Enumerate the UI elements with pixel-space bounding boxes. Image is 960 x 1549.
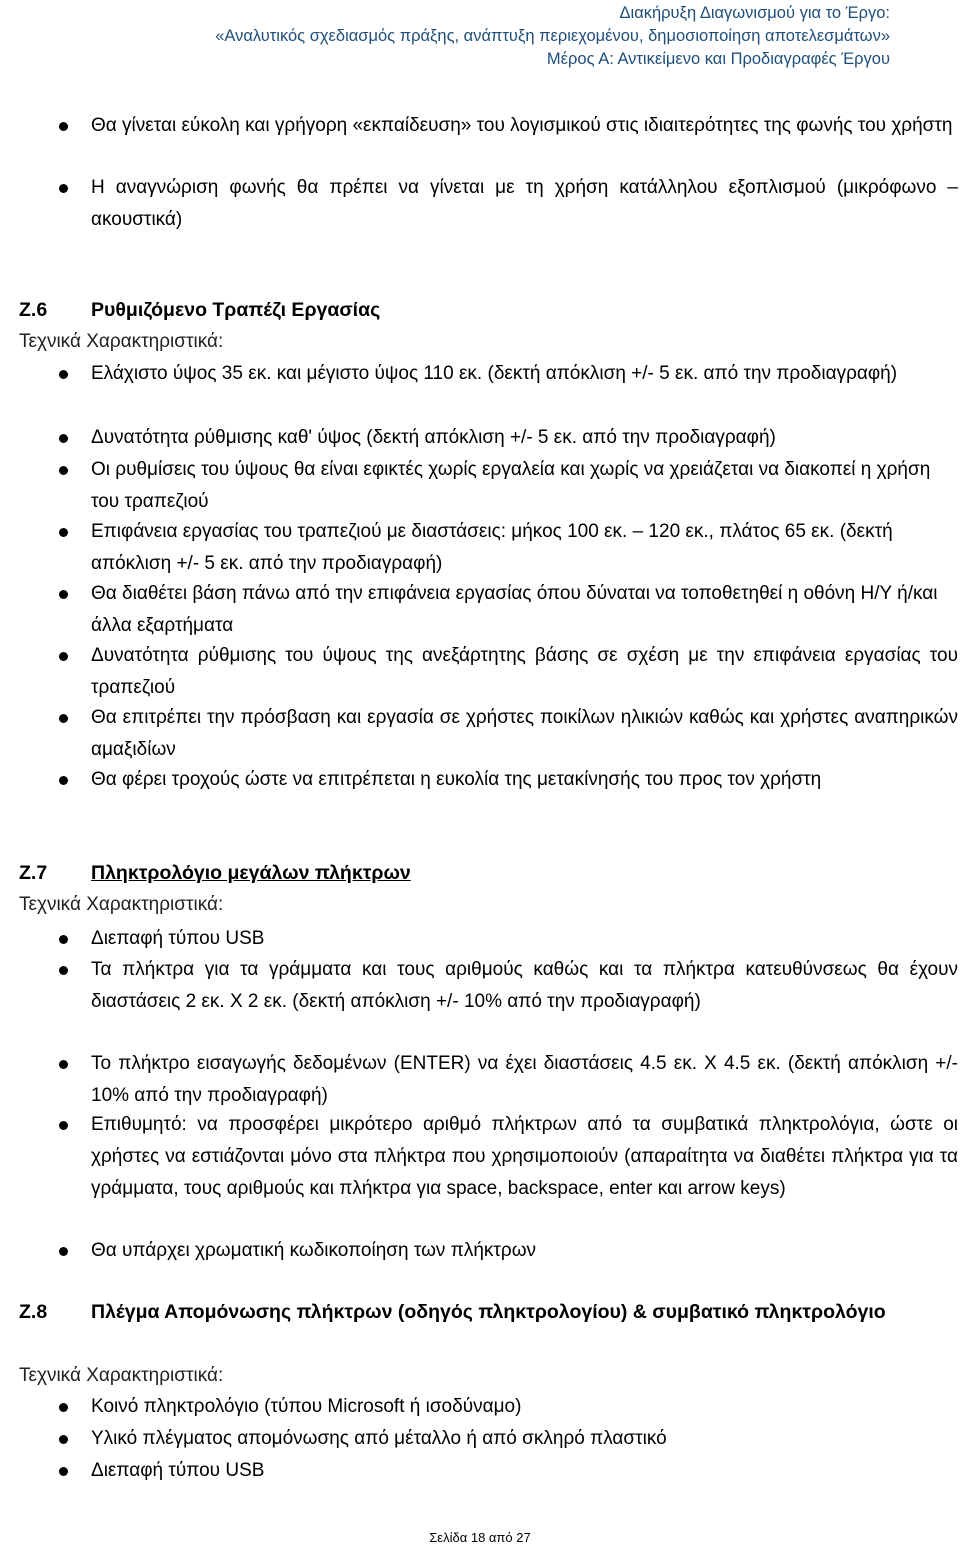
list-item-text: Επιθυμητό: να προσφέρει μικρότερο αριθμό πλήκτρων από τα συμβατικά πληκτρολόγια, ώστε οι χρήστες να εστιάζονται μόνο στα πλήκτρα που χρησιμοποιούν (απαραίτητα να διαθέτει πλήκτρα για τα γράμματα, τους αριθμούς και πλήκτρα για space, backspace, enter και arrow keys) [91,1114,958,1199]
bullet-icon [59,370,68,379]
list-item [91,702,958,766]
section-title: Πληκτρολόγιο μεγάλων πλήκτρων [91,862,411,884]
list-item-text: Θα γίνεται εύκολη και γρήγορη «εκπαίδευση» του λογισμικού στις ιδιαιτερότητες της φωνής του χρήστη [91,115,953,136]
list-item-text: Δυνατότητα ρύθμισης καθ' ύψος (δεκτή απόκλιση +/- 5 εκ. από την προδιαγραφή) [91,427,776,448]
list-item-text: Θα επιτρέπει την πρόσβαση και εργασία σε χρήστες ποικίλων ηλικιών καθώς και χρήστες αναπηρικών αμαξιδίων [91,707,958,760]
list-item-text: Θα φέρει τροχούς ώστε να επιτρέπεται η ευκολία της μετακίνησής του προς τον χρήστη [91,769,822,790]
section-title: Πλέγμα Απομόνωσης πλήκτρων (οδηγός πληκτρολογίου) & συμβατικό πληκτρολόγιο [91,1301,886,1323]
list-item [91,640,958,704]
page-header [215,2,890,71]
bullet-icon [59,935,68,944]
bullet-icon [59,652,68,661]
section-subheading: Τεχνικά Χαρακτηριστικά: [19,1365,224,1386]
bullet-icon [59,466,68,475]
bullet-icon [59,1403,68,1412]
list-item [91,454,958,518]
list-item [91,954,958,1018]
list-item [91,923,958,955]
bullet-icon [59,1467,68,1476]
section-subheading: Τεχνικά Χαρακτηριστικά: [19,894,224,915]
list-item-text: Διεπαφή τύπου USB [91,1460,265,1481]
bullet-icon [59,590,68,599]
bullet-icon [59,1435,68,1444]
section-number: Ζ.7 [19,862,48,884]
list-item [91,422,958,454]
list-item [91,110,958,142]
section-title: Ρυθμιζόμενο Τραπέζι Εργασίας [91,299,381,321]
list-item-text: Υλικό πλέγματος απομόνωσης από μέταλλο ή από σκληρό πλαστικό [91,1428,667,1449]
list-item [91,172,958,236]
bullet-icon [59,966,68,975]
bullet-icon [59,1060,68,1069]
list-item [91,1235,958,1267]
list-item-text: Ελάχιστο ύψος 35 εκ. και μέγιστο ύψος 110 εκ. (δεκτή απόκλιση +/- 5 εκ. από την προδιαγραφή) [91,363,898,384]
bullet-icon [59,122,68,131]
list-item-text: Οι ρυθμίσεις του ύψους θα είναι εφικτές χωρίς εργαλεία και χωρίς να χρειάζεται να διακοπεί η χρήση του τραπεζιού [91,459,931,512]
bullet-icon [59,434,68,443]
list-item [91,358,958,390]
list-item [91,578,958,642]
list-item-text: Δυνατότητα ρύθμισης του ύψους της ανεξάρτητης βάσης σε σχέση με την επιφάνεια εργασίας του τραπεζιού [91,645,958,698]
list-item-text: Διεπαφή τύπου USB [91,928,265,949]
page-number: Σελίδα 18 από 27 [429,1530,531,1545]
bullet-icon [59,714,68,723]
list-item [91,1048,958,1112]
header-line-3: Μέρος Α: Αντικείμενο και Προδιαγραφές Έργου [546,50,890,68]
bullet-icon [59,776,68,785]
list-item-text: Θα διαθέτει βάση πάνω από την επιφάνεια εργασίας όπου δύναται να τοποθετηθεί η οθόνη Η/Υ ή/και άλλα εξαρτήματα [91,583,938,636]
list-item-text: Το πλήκτρο εισαγωγής δεδομένων (ENTER) να έχει διαστάσεις 4.5 εκ. Χ 4.5 εκ. (δεκτή απόκλιση +/- 10% από την προδιαγραφή) [91,1053,958,1106]
list-item [91,1391,958,1423]
list-item-text: Κοινό πληκτρολόγιο (τύπου Microsoft ή ισοδύναμο) [91,1396,522,1417]
list-item [91,1455,958,1487]
list-item [91,764,958,796]
list-item-text: Θα υπάρχει χρωματική κωδικοποίηση των πλήκτρων [91,1240,537,1261]
header-line-1: Διακήρυξη Διαγωνισμού για το Έργο: [619,4,890,22]
section-subheading: Τεχνικά Χαρακτηριστικά: [19,331,224,352]
header-line-2: «Αναλυτικός σχεδιασμός πράξης, ανάπτυξη περιεχομένου, δημοσιοποίηση αποτελεσμάτων» [215,27,890,45]
bullet-icon [59,1247,68,1256]
bullet-icon [59,184,68,193]
list-item [91,1423,958,1455]
bullet-icon [59,528,68,537]
bullet-icon [59,1121,68,1130]
list-item-text: Η αναγνώριση φωνής θα πρέπει να γίνεται με τη χρήση κατάλληλου εξοπλισμού (μικρόφωνο – ακουστικά) [91,177,958,230]
list-item-text: Τα πλήκτρα για τα γράμματα και τους αριθμούς καθώς και τα πλήκτρα κατευθύνσεως θα έχουν διαστάσεις 2 εκ. Χ 2 εκ. (δεκτή απόκλιση +/- 10% από την προδιαγραφή) [91,959,958,1012]
section-number: Ζ.6 [19,299,48,321]
list-item [91,1109,958,1205]
section-number: Ζ.8 [19,1301,48,1323]
list-item-text: Επιφάνεια εργασίας του τραπεζιού με διαστάσεις: μήκος 100 εκ. – 120 εκ., πλάτος 65 εκ. (δεκτή απόκλιση +/- 5 εκ. από την προδιαγραφή) [91,521,893,574]
list-item [91,516,958,580]
